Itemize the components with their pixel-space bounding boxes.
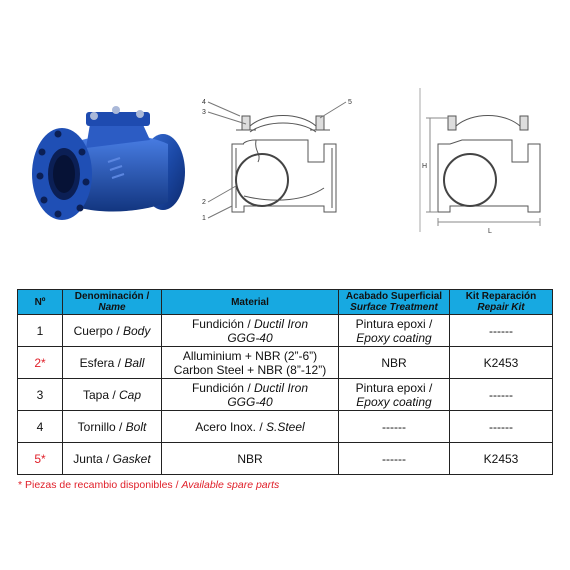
part-treatment: ------	[339, 443, 450, 475]
header-name: Denominación / Name	[63, 290, 162, 315]
callout-2: 2	[202, 199, 206, 206]
part-number: 5*	[18, 443, 63, 475]
part-treatment: ------	[339, 411, 450, 443]
table-header-row	[18, 290, 553, 315]
parts-table	[17, 289, 553, 475]
section-drawing	[196, 82, 366, 242]
header-material: Material	[162, 290, 339, 315]
part-material: NBR	[162, 443, 339, 475]
header-number: Nº	[18, 290, 63, 315]
part-kit: K2453	[450, 347, 553, 379]
dimension-drawing	[408, 82, 558, 242]
part-material: Fundición / Ductil Iron GGG-40	[162, 315, 339, 347]
part-name: Esfera / Ball	[63, 347, 162, 379]
callout-5: 5	[348, 99, 352, 106]
callout-1: 1	[202, 215, 206, 222]
table-row	[18, 379, 553, 411]
header-repair-kit: Kit Reparación Repair Kit	[450, 290, 553, 315]
part-material: Fundición / Ductil Iron GGG-40	[162, 379, 339, 411]
illustration-strip	[0, 70, 570, 250]
part-number: 4	[18, 411, 63, 443]
part-kit: ------	[450, 315, 553, 347]
table-row	[18, 411, 553, 443]
callout-3: 3	[202, 109, 206, 116]
part-treatment: NBR	[339, 347, 450, 379]
part-kit: K2453	[450, 443, 553, 475]
part-material: Acero Inox. / S.Steel	[162, 411, 339, 443]
part-name: Tornillo / Bolt	[63, 411, 162, 443]
part-material: Alluminium + NBR (2”-6”) Carbon Steel + NBR (8”-12”)	[162, 347, 339, 379]
spare-parts-footnote: * Piezas de recambio disponibles / Available spare parts	[18, 479, 280, 491]
part-treatment: Pintura epoxi / Epoxy coating	[339, 379, 450, 411]
callout-4: 4	[202, 99, 206, 106]
table-row	[18, 347, 553, 379]
valve-photo	[28, 92, 200, 232]
part-number: 2*	[18, 347, 63, 379]
length-label: L	[488, 228, 492, 235]
part-number: 3	[18, 379, 63, 411]
part-number: 1	[18, 315, 63, 347]
table-row	[18, 443, 553, 475]
table-row	[18, 315, 553, 347]
height-label: H	[422, 163, 428, 170]
part-name: Cuerpo / Body	[63, 315, 162, 347]
part-name: Tapa / Cap	[63, 379, 162, 411]
part-kit: ------	[450, 379, 553, 411]
part-kit: ------	[450, 411, 553, 443]
header-treatment: Acabado Superficial Surface Treatment	[339, 290, 450, 315]
part-treatment: Pintura epoxi / Epoxy coating	[339, 315, 450, 347]
part-name: Junta / Gasket	[63, 443, 162, 475]
